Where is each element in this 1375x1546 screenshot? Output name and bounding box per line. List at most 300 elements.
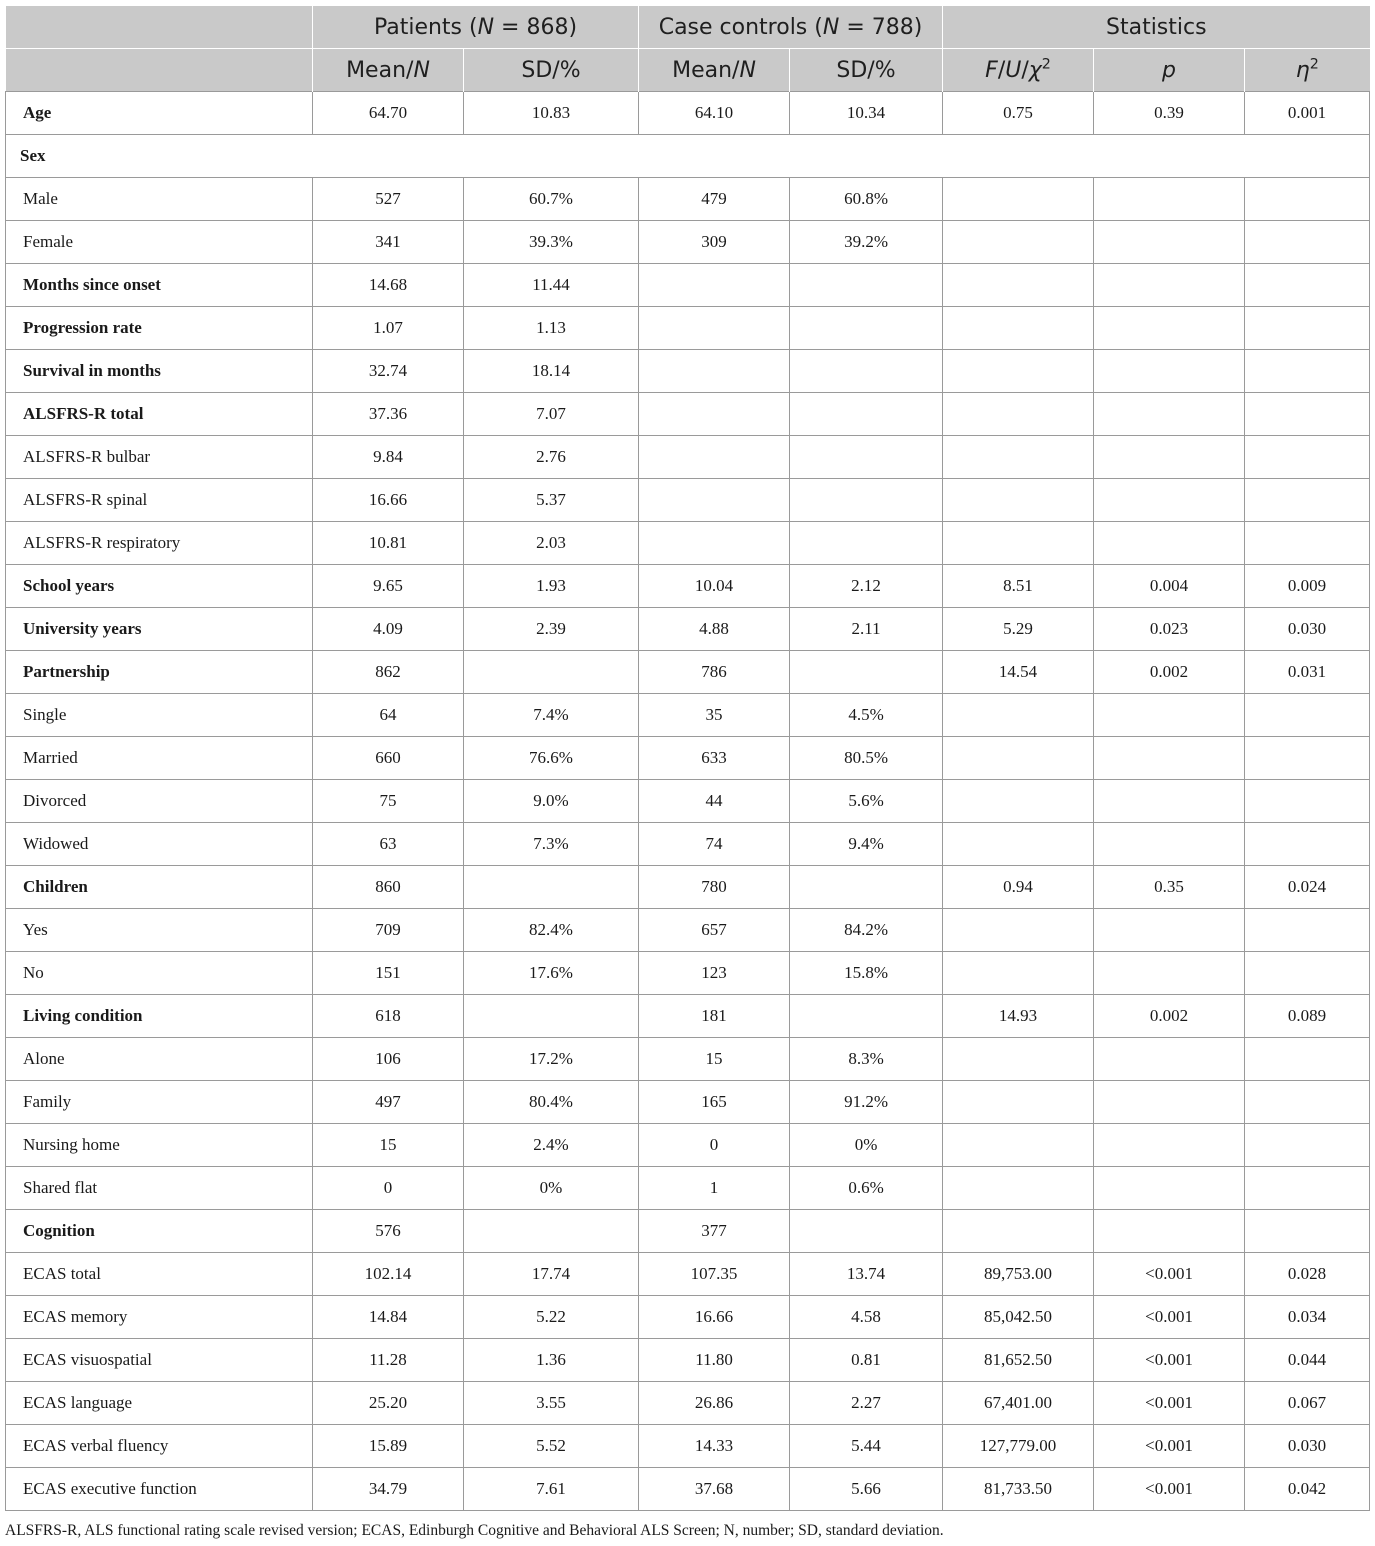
row-label: Single xyxy=(6,694,313,737)
cell-controls-sd: 10.34 xyxy=(790,92,943,135)
p-label: p xyxy=(1162,57,1177,83)
cell-eta-squared: 0.028 xyxy=(1245,1253,1370,1296)
cell-eta-squared: 0.042 xyxy=(1245,1468,1370,1511)
row-label: Age xyxy=(6,92,313,135)
stat-f: F xyxy=(985,57,998,83)
cell-eta-squared xyxy=(1245,307,1370,350)
cell-controls-sd xyxy=(790,393,943,436)
cell-patients-mean: 9.65 xyxy=(313,565,464,608)
table-row xyxy=(6,479,1370,522)
cell-controls-mean xyxy=(639,393,790,436)
cell-controls-sd: 91.2% xyxy=(790,1081,943,1124)
cell-patients-mean: 860 xyxy=(313,866,464,909)
table-row xyxy=(6,1468,1370,1511)
cell-controls-mean: 14.33 xyxy=(639,1425,790,1468)
cell-patients-mean: 660 xyxy=(313,737,464,780)
cell-patients-mean: 32.74 xyxy=(313,350,464,393)
row-label: ECAS memory xyxy=(6,1296,313,1339)
table-row xyxy=(6,1296,1370,1339)
cell-test-statistic: 81,733.50 xyxy=(943,1468,1094,1511)
cell-patients-mean: 15 xyxy=(313,1124,464,1167)
cell-p-value: 0.023 xyxy=(1094,608,1245,651)
cell-test-statistic xyxy=(943,952,1094,995)
cell-patients-sd: 7.4% xyxy=(464,694,639,737)
table-row xyxy=(6,1167,1370,1210)
cell-test-statistic: 127,779.00 xyxy=(943,1425,1094,1468)
cell-p-value xyxy=(1094,909,1245,952)
cell-controls-mean: 10.04 xyxy=(639,565,790,608)
controls-n: N xyxy=(822,14,840,40)
cell-p-value xyxy=(1094,694,1245,737)
cell-controls-sd xyxy=(790,866,943,909)
cell-patients-mean: 151 xyxy=(313,952,464,995)
table-row xyxy=(6,436,1370,479)
cell-eta-squared xyxy=(1245,1210,1370,1253)
header-patients-mean xyxy=(313,49,464,92)
cell-patients-sd: 80.4% xyxy=(464,1081,639,1124)
row-label: Widowed xyxy=(6,823,313,866)
table-row xyxy=(6,393,1370,436)
cell-eta-squared xyxy=(1245,178,1370,221)
header-group-patients xyxy=(313,6,639,49)
cell-p-value xyxy=(1094,737,1245,780)
cell-eta-squared xyxy=(1245,436,1370,479)
cell-controls-mean: 786 xyxy=(639,651,790,694)
row-label: Children xyxy=(6,866,313,909)
cell-p-value xyxy=(1094,1167,1245,1210)
cell-controls-mean: 309 xyxy=(639,221,790,264)
cell-p-value: 0.35 xyxy=(1094,866,1245,909)
cell-patients-sd: 3.55 xyxy=(464,1382,639,1425)
cell-controls-mean: 4.88 xyxy=(639,608,790,651)
cell-patients-sd: 1.93 xyxy=(464,565,639,608)
cell-patients-mean: 15.89 xyxy=(313,1425,464,1468)
cell-test-statistic xyxy=(943,694,1094,737)
cell-patients-sd: 5.52 xyxy=(464,1425,639,1468)
cell-eta-squared: 0.044 xyxy=(1245,1339,1370,1382)
row-label: ECAS visuospatial xyxy=(6,1339,313,1382)
cell-controls-sd: 0.81 xyxy=(790,1339,943,1382)
table-row xyxy=(6,565,1370,608)
cell-test-statistic xyxy=(943,307,1094,350)
cell-controls-mean: 15 xyxy=(639,1038,790,1081)
cell-patients-sd xyxy=(464,866,639,909)
header-group-statistics: Statistics xyxy=(943,6,1370,49)
cell-test-statistic xyxy=(943,264,1094,307)
table-row xyxy=(6,92,1370,135)
header-patients-sd: SD/% xyxy=(464,49,639,92)
cell-p-value: 0.004 xyxy=(1094,565,1245,608)
table-row xyxy=(6,651,1370,694)
cell-eta-squared xyxy=(1245,1167,1370,1210)
cell-controls-sd: 2.27 xyxy=(790,1382,943,1425)
cell-eta-squared: 0.034 xyxy=(1245,1296,1370,1339)
eta-sup: 2 xyxy=(1309,56,1319,73)
table-row xyxy=(6,694,1370,737)
row-label: Months since onset xyxy=(6,264,313,307)
cell-patients-mean: 527 xyxy=(313,178,464,221)
cell-patients-mean: 4.09 xyxy=(313,608,464,651)
cell-p-value: 0.39 xyxy=(1094,92,1245,135)
cell-patients-mean: 106 xyxy=(313,1038,464,1081)
cell-controls-sd: 4.5% xyxy=(790,694,943,737)
cell-controls-sd: 2.12 xyxy=(790,565,943,608)
row-label: Yes xyxy=(6,909,313,952)
cell-test-statistic xyxy=(943,737,1094,780)
cell-controls-mean: 165 xyxy=(639,1081,790,1124)
cell-eta-squared: 0.001 xyxy=(1245,92,1370,135)
cell-patients-mean: 102.14 xyxy=(313,1253,464,1296)
cell-eta-squared xyxy=(1245,350,1370,393)
cell-eta-squared xyxy=(1245,694,1370,737)
cell-eta-squared xyxy=(1245,264,1370,307)
cell-controls-sd: 15.8% xyxy=(790,952,943,995)
table-row xyxy=(6,823,1370,866)
cell-patients-sd: 60.7% xyxy=(464,178,639,221)
cell-patients-mean: 16.66 xyxy=(313,479,464,522)
cell-test-statistic xyxy=(943,178,1094,221)
cell-patients-sd: 5.37 xyxy=(464,479,639,522)
cell-p-value xyxy=(1094,823,1245,866)
table-row xyxy=(6,1425,1370,1468)
cell-patients-sd: 2.4% xyxy=(464,1124,639,1167)
cell-controls-mean: 11.80 xyxy=(639,1339,790,1382)
cell-controls-mean: 35 xyxy=(639,694,790,737)
cell-controls-mean xyxy=(639,522,790,565)
cell-eta-squared xyxy=(1245,823,1370,866)
cell-controls-sd xyxy=(790,307,943,350)
cell-p-value xyxy=(1094,1081,1245,1124)
cell-test-statistic: 81,652.50 xyxy=(943,1339,1094,1382)
cell-controls-mean: 0 xyxy=(639,1124,790,1167)
cell-p-value: 0.002 xyxy=(1094,995,1245,1038)
cell-controls-sd: 5.66 xyxy=(790,1468,943,1511)
cell-controls-sd xyxy=(790,264,943,307)
cell-p-value: <0.001 xyxy=(1094,1425,1245,1468)
header-controls-sd: SD/% xyxy=(790,49,943,92)
cell-p-value xyxy=(1094,1124,1245,1167)
cell-test-statistic xyxy=(943,1081,1094,1124)
table-row xyxy=(6,780,1370,823)
cell-patients-sd: 2.76 xyxy=(464,436,639,479)
header-test-statistic xyxy=(943,49,1094,92)
row-label: ECAS language xyxy=(6,1382,313,1425)
cell-controls-sd: 4.58 xyxy=(790,1296,943,1339)
row-label: Living condition xyxy=(6,995,313,1038)
demographics-table xyxy=(5,6,1370,1511)
cell-eta-squared xyxy=(1245,1038,1370,1081)
cell-eta-squared: 0.031 xyxy=(1245,651,1370,694)
cell-controls-mean: 74 xyxy=(639,823,790,866)
cell-controls-sd: 9.4% xyxy=(790,823,943,866)
stat-chi: χ xyxy=(1028,57,1042,83)
row-label: ALSFRS-R spinal xyxy=(6,479,313,522)
cell-test-statistic xyxy=(943,522,1094,565)
table-row xyxy=(6,909,1370,952)
cell-patients-sd xyxy=(464,651,639,694)
cell-test-statistic: 0.94 xyxy=(943,866,1094,909)
cell-p-value xyxy=(1094,350,1245,393)
cell-p-value: <0.001 xyxy=(1094,1382,1245,1425)
header-group-controls xyxy=(639,6,943,49)
cell-patients-mean: 64.70 xyxy=(313,92,464,135)
cell-patients-sd xyxy=(464,995,639,1038)
stat-slash: / xyxy=(997,57,1006,83)
cell-controls-sd xyxy=(790,479,943,522)
cell-patients-mean: 14.84 xyxy=(313,1296,464,1339)
table-row xyxy=(6,135,1370,178)
cell-test-statistic: 67,401.00 xyxy=(943,1382,1094,1425)
cell-patients-sd: 76.6% xyxy=(464,737,639,780)
cell-controls-sd: 5.6% xyxy=(790,780,943,823)
row-label: Partnership xyxy=(6,651,313,694)
cell-test-statistic xyxy=(943,1124,1094,1167)
cell-test-statistic: 14.93 xyxy=(943,995,1094,1038)
cell-eta-squared xyxy=(1245,780,1370,823)
eta-label: η xyxy=(1295,57,1310,83)
cell-patients-mean: 709 xyxy=(313,909,464,952)
cell-test-statistic xyxy=(943,1167,1094,1210)
table-body xyxy=(6,92,1370,1511)
cell-test-statistic xyxy=(943,823,1094,866)
cell-test-statistic xyxy=(943,350,1094,393)
row-label: Cognition xyxy=(6,1210,313,1253)
cell-eta-squared xyxy=(1245,737,1370,780)
cell-patients-mean: 64 xyxy=(313,694,464,737)
cell-p-value: 0.002 xyxy=(1094,651,1245,694)
cell-p-value xyxy=(1094,952,1245,995)
row-label: Nursing home xyxy=(6,1124,313,1167)
cell-p-value: <0.001 xyxy=(1094,1253,1245,1296)
cell-test-statistic xyxy=(943,1210,1094,1253)
patients-suffix: = 868) xyxy=(494,14,578,40)
cell-controls-sd xyxy=(790,350,943,393)
cell-test-statistic: 89,753.00 xyxy=(943,1253,1094,1296)
cell-test-statistic xyxy=(943,393,1094,436)
cell-patients-sd: 17.2% xyxy=(464,1038,639,1081)
cell-patients-mean: 25.20 xyxy=(313,1382,464,1425)
cell-patients-sd: 7.3% xyxy=(464,823,639,866)
cell-patients-mean: 576 xyxy=(313,1210,464,1253)
cell-patients-sd: 39.3% xyxy=(464,221,639,264)
cell-patients-mean: 63 xyxy=(313,823,464,866)
row-label: ECAS verbal fluency xyxy=(6,1425,313,1468)
cell-eta-squared xyxy=(1245,479,1370,522)
table-row xyxy=(6,264,1370,307)
patients-prefix: Patients ( xyxy=(373,14,478,40)
table-row xyxy=(6,995,1370,1038)
header-eta-squared xyxy=(1245,49,1370,92)
cell-p-value xyxy=(1094,264,1245,307)
cell-p-value xyxy=(1094,1038,1245,1081)
table-row xyxy=(6,307,1370,350)
cell-controls-sd: 84.2% xyxy=(790,909,943,952)
cell-controls-sd: 80.5% xyxy=(790,737,943,780)
cell-eta-squared xyxy=(1245,221,1370,264)
mean-n: N xyxy=(739,57,756,83)
cell-eta-squared: 0.067 xyxy=(1245,1382,1370,1425)
cell-controls-mean: 123 xyxy=(639,952,790,995)
cell-p-value xyxy=(1094,436,1245,479)
cell-controls-sd xyxy=(790,995,943,1038)
row-label: Divorced xyxy=(6,780,313,823)
table-container xyxy=(5,6,1369,1511)
table-row xyxy=(6,178,1370,221)
row-label: ECAS total xyxy=(6,1253,313,1296)
stat-chi-sup: 2 xyxy=(1041,56,1051,73)
cell-patients-mean: 9.84 xyxy=(313,436,464,479)
row-label: Family xyxy=(6,1081,313,1124)
cell-patients-mean: 1.07 xyxy=(313,307,464,350)
cell-eta-squared: 0.024 xyxy=(1245,866,1370,909)
cell-eta-squared xyxy=(1245,1124,1370,1167)
cell-patients-mean: 14.68 xyxy=(313,264,464,307)
table-row xyxy=(6,1210,1370,1253)
cell-patients-sd: 5.22 xyxy=(464,1296,639,1339)
cell-test-statistic xyxy=(943,1038,1094,1081)
cell-p-value xyxy=(1094,307,1245,350)
cell-p-value xyxy=(1094,221,1245,264)
row-label: School years xyxy=(6,565,313,608)
row-label: Shared flat xyxy=(6,1167,313,1210)
cell-eta-squared: 0.089 xyxy=(1245,995,1370,1038)
cell-controls-mean: 633 xyxy=(639,737,790,780)
cell-patients-sd xyxy=(464,1210,639,1253)
table-row xyxy=(6,1124,1370,1167)
cell-patients-sd: 2.03 xyxy=(464,522,639,565)
cell-controls-sd: 13.74 xyxy=(790,1253,943,1296)
cell-p-value xyxy=(1094,522,1245,565)
cell-controls-sd: 39.2% xyxy=(790,221,943,264)
cell-controls-mean: 479 xyxy=(639,178,790,221)
cell-p-value xyxy=(1094,178,1245,221)
table-row xyxy=(6,522,1370,565)
controls-prefix: Case controls ( xyxy=(658,14,823,40)
cell-patients-sd: 17.74 xyxy=(464,1253,639,1296)
cell-controls-mean: 657 xyxy=(639,909,790,952)
cell-controls-sd: 2.11 xyxy=(790,608,943,651)
row-label: Survival in months xyxy=(6,350,313,393)
cell-controls-mean xyxy=(639,264,790,307)
cell-p-value: <0.001 xyxy=(1094,1339,1245,1382)
controls-suffix: = 788) xyxy=(839,14,923,40)
cell-patients-sd: 1.13 xyxy=(464,307,639,350)
cell-patients-sd: 18.14 xyxy=(464,350,639,393)
cell-controls-sd: 5.44 xyxy=(790,1425,943,1468)
cell-eta-squared: 0.030 xyxy=(1245,1425,1370,1468)
cell-controls-sd: 0% xyxy=(790,1124,943,1167)
cell-eta-squared xyxy=(1245,522,1370,565)
cell-p-value xyxy=(1094,479,1245,522)
cell-patients-sd: 9.0% xyxy=(464,780,639,823)
cell-test-statistic xyxy=(943,479,1094,522)
row-label: University years xyxy=(6,608,313,651)
cell-test-statistic: 85,042.50 xyxy=(943,1296,1094,1339)
table-row xyxy=(6,221,1370,264)
cell-test-statistic xyxy=(943,221,1094,264)
cell-p-value: <0.001 xyxy=(1094,1468,1245,1511)
cell-controls-mean: 44 xyxy=(639,780,790,823)
cell-controls-sd xyxy=(790,651,943,694)
cell-controls-mean: 26.86 xyxy=(639,1382,790,1425)
header-p-value xyxy=(1094,49,1245,92)
row-label: ALSFRS-R total xyxy=(6,393,313,436)
header-corner xyxy=(6,6,313,49)
cell-eta-squared xyxy=(1245,1081,1370,1124)
stat-slash: / xyxy=(1021,57,1029,83)
cell-controls-mean: 64.10 xyxy=(639,92,790,135)
cell-patients-sd: 7.07 xyxy=(464,393,639,436)
cell-controls-mean: 181 xyxy=(639,995,790,1038)
table-row xyxy=(6,866,1370,909)
cell-controls-mean: 37.68 xyxy=(639,1468,790,1511)
cell-patients-mean: 0 xyxy=(313,1167,464,1210)
cell-patients-sd: 1.36 xyxy=(464,1339,639,1382)
cell-patients-sd: 0% xyxy=(464,1167,639,1210)
table-row xyxy=(6,1081,1370,1124)
cell-controls-mean: 780 xyxy=(639,866,790,909)
row-label: ECAS executive function xyxy=(6,1468,313,1511)
cell-patients-mean: 341 xyxy=(313,221,464,264)
cell-controls-mean: 16.66 xyxy=(639,1296,790,1339)
cell-patients-mean: 618 xyxy=(313,995,464,1038)
cell-patients-mean: 75 xyxy=(313,780,464,823)
cell-patients-sd: 7.61 xyxy=(464,1468,639,1511)
cell-patients-mean: 10.81 xyxy=(313,522,464,565)
cell-controls-sd: 60.8% xyxy=(790,178,943,221)
row-label: Alone xyxy=(6,1038,313,1081)
table-row xyxy=(6,1038,1370,1081)
cell-test-statistic: 14.54 xyxy=(943,651,1094,694)
row-label: Progression rate xyxy=(6,307,313,350)
cell-controls-sd: 8.3% xyxy=(790,1038,943,1081)
cell-p-value: <0.001 xyxy=(1094,1296,1245,1339)
stat-u: U xyxy=(1005,57,1022,83)
table-row xyxy=(6,608,1370,651)
cell-patients-mean: 862 xyxy=(313,651,464,694)
mean-n: N xyxy=(413,57,430,83)
cell-controls-mean xyxy=(639,479,790,522)
cell-controls-mean: 107.35 xyxy=(639,1253,790,1296)
cell-patients-mean: 34.79 xyxy=(313,1468,464,1511)
mean-prefix: Mean/ xyxy=(346,57,414,83)
cell-controls-mean: 1 xyxy=(639,1167,790,1210)
cell-controls-mean xyxy=(639,350,790,393)
cell-controls-sd xyxy=(790,436,943,479)
cell-p-value xyxy=(1094,1210,1245,1253)
row-label: No xyxy=(6,952,313,995)
cell-patients-sd: 10.83 xyxy=(464,92,639,135)
cell-test-statistic: 0.75 xyxy=(943,92,1094,135)
cell-controls-mean xyxy=(639,307,790,350)
cell-test-statistic xyxy=(943,780,1094,823)
cell-controls-sd xyxy=(790,1210,943,1253)
cell-eta-squared xyxy=(1245,393,1370,436)
row-label: Male xyxy=(6,178,313,221)
cell-controls-mean xyxy=(639,436,790,479)
cell-patients-mean: 497 xyxy=(313,1081,464,1124)
table-row xyxy=(6,952,1370,995)
cell-patients-sd: 82.4% xyxy=(464,909,639,952)
cell-patients-sd: 11.44 xyxy=(464,264,639,307)
cell-patients-mean: 11.28 xyxy=(313,1339,464,1382)
cell-eta-squared: 0.030 xyxy=(1245,608,1370,651)
mean-prefix: Mean/ xyxy=(672,57,740,83)
table-row xyxy=(6,350,1370,393)
cell-test-statistic xyxy=(943,909,1094,952)
table-row xyxy=(6,1339,1370,1382)
cell-eta-squared xyxy=(1245,952,1370,995)
